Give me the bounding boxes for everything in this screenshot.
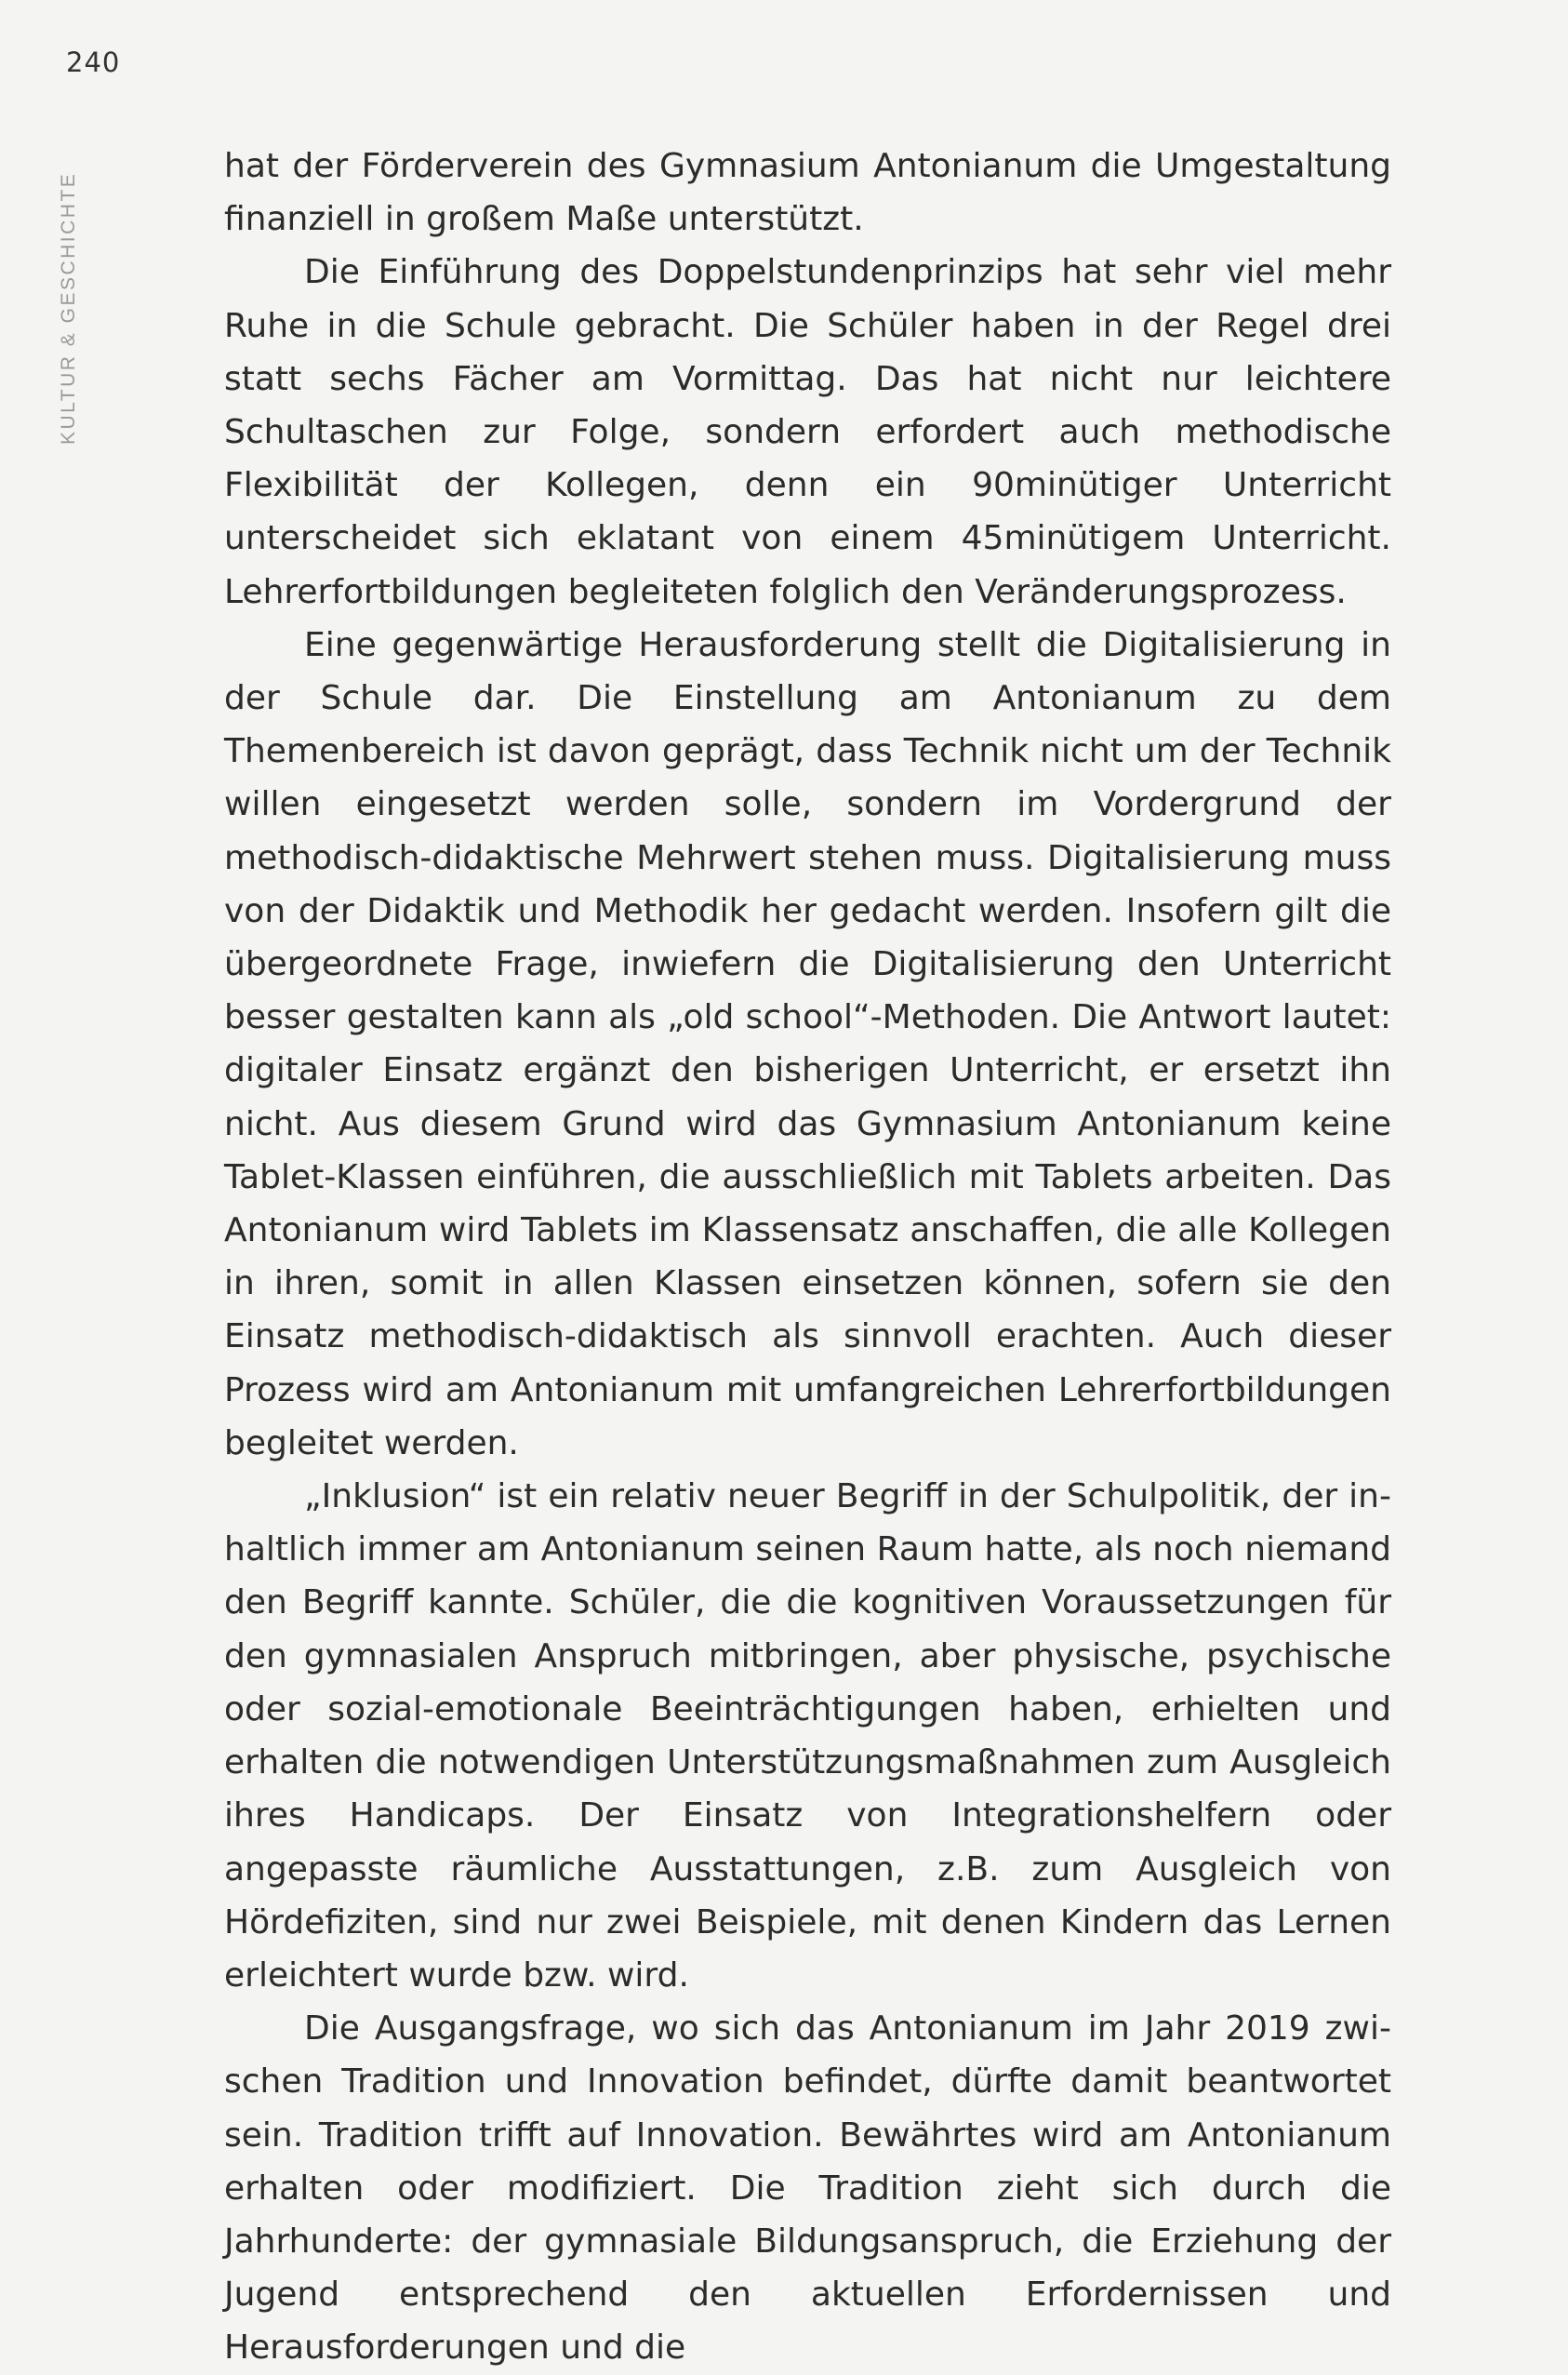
body-text bbox=[224, 140, 1391, 2375]
section-label: KULTUR & GESCHICHTE bbox=[58, 171, 79, 445]
paragraph-3: Eine gegenwärtige Herausforderung stellt die Digitalisierung in der Schule dar. Die Einstellung am Antonianum zu dem Themenbereich ist davon geprägt, dass Technik nicht um der Technik willen eingesetzt werden solle, sondern im Vordergrund der methodisch-didaktische Mehrwert stehen muss. Digitalisierung muss von der Didaktik und Methodik her gedacht werden. Insofern gilt die übergeordnete Frage, inwiefern die Digitalisierung den Unterricht besser gestalten kann als „old school“-Methoden. Die Antwort lautet: digitaler Einsatz ergänzt den bisherigen Unterricht, er ersetzt ihn nicht. Aus diesem Grund wird das Gymnasium Antonianum keine Tablet-Klassen einführen, die ausschließlich mit Tablets arbeiten. Das Antonianum wird Tablets im Klassensatz anschaffen, die alle Kollegen in ihren, somit in allen Klassen einsetzen können, sofern sie den Einsatz methodisch-didaktisch als sinnvoll erachten. Auch dieser Prozess wird am Antonianum mit umfangreichen Lehrerfortbildungen begleitet werden. bbox=[224, 625, 1391, 1462]
paragraph-4: „Inklusion“ ist ein relativ neuer Begriff in der Schulpolitik, der inhaltlich immer am Antonianum seinen Raum hatte, als noch niemand den Begriff kannte. Schüler, die die kognitiven Voraussetzungen für den gymnasialen Anspruch mitbringen, aber physische, psychische oder sozial-emotionale Beeinträchtigungen haben, erhielten und erhalten die notwendigen Unterstützungsmaßnahmen zum Ausgleich ihres Handicaps. Der Einsatz von Integrationshelfern oder angepasste räumliche Ausstattungen, z.B. zum Ausgleich von Hördefiziten, sind nur zwei Beispiele, mit denen Kindern das Lernen erleichtert wurde bzw. wird. bbox=[224, 1477, 1391, 1995]
paragraph-1: hat der Förderverein des Gymnasium Antonianum die Umgestaltung finanziell in großem Maße unterstützt. bbox=[224, 147, 1391, 239]
page-number: 240 bbox=[66, 47, 121, 78]
paragraph-5: Die Ausgangsfrage, wo sich das Antonianum im Jahr 2019 zwischen Tradition und Innovation befindet, dürfte damit beantwortet sein. Tradition trifft auf Innovation. Bewährtes wird am Antonianum erhalten oder modifiziert. Die Tradition zieht sich durch die Jahrhunderte: der gymnasiale Bildungsanspruch, die Erziehung der Jugend entsprechend den aktuellen Erfordernissen und Herausforderungen und die bbox=[224, 2009, 1391, 2368]
paragraph-2: Die Einführung des Doppelstundenprinzips hat sehr viel mehr Ruhe in die Schule gebracht. Die Schüler haben in der Regel drei statt sechs Fächer am Vormittag. Das hat nicht nur leichtere Schultaschen zur Folge, sondern erfordert auch methodische Flexibilität der Kollegen, denn ein 90minütiger Unterricht unterscheidet sich eklatant von einem 45minütigem Unterricht. Lehrerfortbildungen begleiteten folglich den Veränderungsprozess. bbox=[224, 253, 1391, 611]
